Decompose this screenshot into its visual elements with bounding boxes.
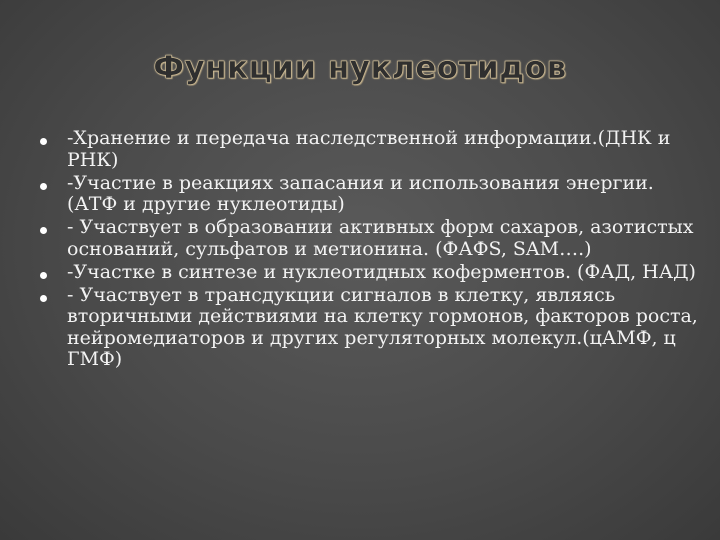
bullet-dot-icon <box>40 138 47 145</box>
bullet-item <box>40 173 700 216</box>
bullet-text: -Хранение и передача наследственной информации.(ДНК и РНК) <box>67 127 671 171</box>
bullet-text: -Участие в реакциях запасания и использования энергии. (АТФ и другие нуклеотиды) <box>67 171 654 215</box>
bullet-dot-icon <box>40 183 47 190</box>
bullet-dot-icon <box>40 295 47 302</box>
bullet-list <box>40 128 700 372</box>
bullet-text: - Участвует в трансдукции сигналов в клетку, являясь вторичными действиями на клетку гормонов, факторов роста, нейромедиаторов и других регуляторных молекул.(цАМФ, ц ГМФ) <box>67 283 698 370</box>
bullet-dot-icon <box>40 227 47 234</box>
slide-title: Функции нуклеотидов <box>153 50 567 86</box>
bullet-item <box>40 285 700 371</box>
bullet-text: - Участвует в образовании активных форм сахаров, азотистых оснований, сульфатов и метионина. (ФАФS, SAM….) <box>67 216 694 260</box>
bullet-text: -Участке в синтезе и нуклеотидных коферментов. (ФАД, НАД) <box>67 260 696 283</box>
bullet-item <box>40 217 700 260</box>
bullet-item <box>40 262 700 284</box>
bullet-item <box>40 128 700 171</box>
bullet-dot-icon <box>40 272 47 279</box>
